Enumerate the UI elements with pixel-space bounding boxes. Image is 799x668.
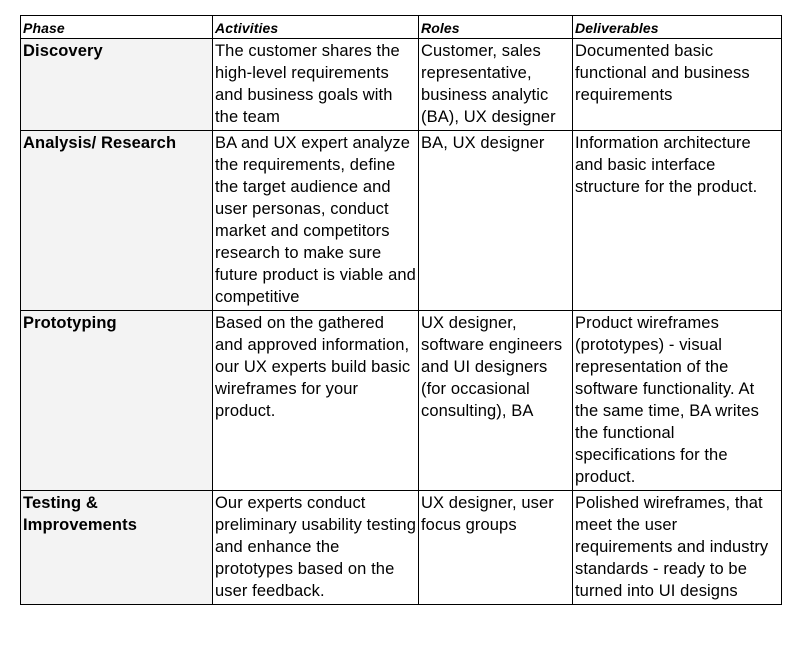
deliverables-cell: Information architecture and basic interface structure for the product.	[573, 131, 782, 311]
header-activities: Activities	[213, 16, 419, 39]
phase-cell: Discovery	[21, 39, 213, 131]
roles-cell: Customer, sales representative, business analytic (BA), UX designer	[419, 39, 573, 131]
header-deliverables: Deliverables	[573, 16, 782, 39]
roles-cell: UX designer, user focus groups	[419, 491, 573, 605]
table-row	[21, 39, 782, 131]
deliverables-cell: Polished wireframes, that meet the user requirements and industry standards - ready to be turned into UI designs	[573, 491, 782, 605]
phase-cell: Testing & Improvements	[21, 491, 213, 605]
activities-cell: Our experts conduct preliminary usability testing and enhance the prototypes based on the user feedback.	[213, 491, 419, 605]
deliverables-cell: Documented basic functional and business requirements	[573, 39, 782, 131]
phase-cell: Prototyping	[21, 311, 213, 491]
phases-table	[20, 15, 782, 605]
roles-cell: BA, UX designer	[419, 131, 573, 311]
roles-cell: UX designer, software engineers and UI designers (for occasional consulting), BA	[419, 311, 573, 491]
header-roles: Roles	[419, 16, 573, 39]
activities-cell: Based on the gathered and approved information, our UX experts build basic wireframes for your product.	[213, 311, 419, 491]
table-row	[21, 311, 782, 491]
table-row	[21, 131, 782, 311]
table-header-row	[21, 16, 782, 39]
activities-cell: The customer shares the high-level requirements and business goals with the team	[213, 39, 419, 131]
phase-cell: Analysis/ Research	[21, 131, 213, 311]
deliverables-cell: Product wireframes (prototypes) - visual representation of the software functionality. At the same time, BA writes the functional specifications for the product.	[573, 311, 782, 491]
table-row	[21, 491, 782, 605]
activities-cell: BA and UX expert analyze the requirements, define the target audience and user personas, conduct market and competitors research to make sure future product is viable and competitive	[213, 131, 419, 311]
header-phase: Phase	[21, 16, 213, 39]
